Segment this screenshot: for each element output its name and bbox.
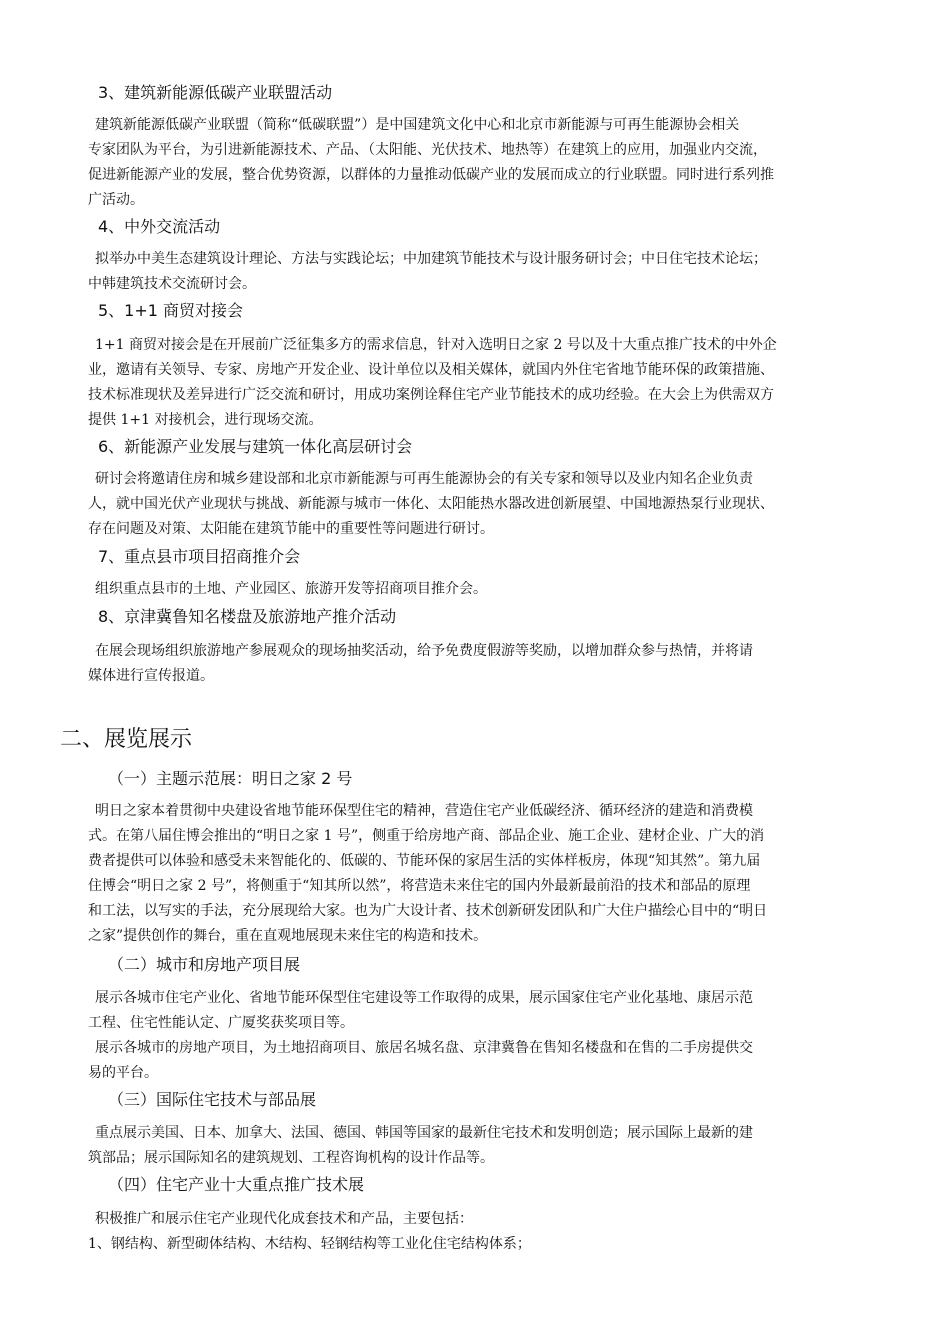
subsection-heading-3: （三）国际住宅技术与部品展 bbox=[108, 1090, 317, 1109]
text-line: 媒体进行宣传报道。 bbox=[88, 668, 214, 684]
section-heading-8: 8、京津冀鲁知名楼盘及旅游地产推介活动 bbox=[98, 607, 397, 626]
subsection-heading-1: （一）主题示范展：明日之家 2 号 bbox=[108, 769, 353, 788]
text-line: 费者提供可以体验和感受未来智能化的、低碳的、节能环保的家居生活的实体样板房，体现“知其然”。第九届 bbox=[88, 853, 761, 869]
section-body-4 bbox=[88, 247, 894, 297]
text-line: 提供 1+1 对接机会，进行现场交流。 bbox=[88, 412, 323, 428]
section-heading-5: 5、1+1 商贸对接会 bbox=[98, 301, 244, 320]
text-line: 筑部品；展示国际知名的建筑规划、工程咨询机构的设计作品等。 bbox=[88, 1150, 494, 1166]
text-line: 明日之家本着贯彻中央建设省地节能环保型住宅的精神，营造住宅产业低碳经济、循环经济的建造和消费模 bbox=[95, 803, 753, 819]
text-line: 人，就中国光伏产业现状与挑战、新能源与城市一体化、太阳能热水器改进创新展望、中国地源热泵行业现状、 bbox=[88, 496, 774, 512]
text-line: 在展会现场组织旅游地产参展观众的现场抽奖活动，给予免费度假游等奖励，以增加群众参与热情，并将请 bbox=[95, 643, 753, 659]
text-line: 1、钢结构、新型砌体结构、木结构、轻钢结构等工业化住宅结构体系； bbox=[88, 1236, 531, 1252]
text-line: 住博会“明日之家 2 号”，将侧重于“知其所以然”，将营造未来住宅的国内外最新最前沿的技术和部品的原理 bbox=[88, 878, 751, 894]
text-line: 重点展示美国、日本、加拿大、法国、德国、韩国等国家的最新住宅技术和发明创造；展示国际上最新的建 bbox=[95, 1125, 753, 1141]
section-body-3 bbox=[88, 113, 894, 213]
text-line: 和工法，以写实的手法，充分展现给大家。也为广大设计者、技术创新研发团队和广大住户描绘心目中的“明日 bbox=[88, 903, 768, 919]
section-heading-3: 3、建筑新能源低碳产业联盟活动 bbox=[98, 83, 333, 102]
text-line: 拟举办中美生态建筑设计理论、方法与实践论坛；中加建筑节能技术与设计服务研讨会；中日住宅技术论坛； bbox=[95, 251, 767, 267]
text-line: 1+1 商贸对接会是在开展前广泛征集多方的需求信息，针对入选明日之家 2 号以及十大重点推广技术的中外企 bbox=[95, 337, 777, 353]
text-line: 专家团队为平台，为引进新能源技术、产品、（太阳能、光伏技术、地热等）在建筑上的应用，加强业内交流， bbox=[88, 142, 767, 158]
chapter-title: 二、展览展示 bbox=[60, 727, 193, 752]
subsection-heading-2: （二）城市和房地产项目展 bbox=[108, 955, 301, 974]
subsection-body-3 bbox=[88, 1121, 894, 1171]
section-body-5 bbox=[88, 333, 894, 433]
section-body-6 bbox=[88, 467, 894, 542]
section-body-8 bbox=[88, 639, 894, 689]
text-line: 存在问题及对策、太阳能在建筑节能中的重要性等问题进行研讨。 bbox=[88, 521, 494, 537]
text-line: 展示各城市的房地产项目，为土地招商项目、旅居名城名盘、京津冀鲁在售知名楼盘和在售的二手房提供交 bbox=[95, 1040, 753, 1056]
text-line: 易的平台。 bbox=[88, 1065, 158, 1081]
text-line: 展示各城市住宅产业化、省地节能环保型住宅建设等工作取得的成果，展示国家住宅产业化基地、康居示范 bbox=[95, 990, 753, 1006]
subsection-body-2 bbox=[88, 986, 894, 1086]
text-line: 技术标准现状及差异进行广泛交流和研讨，用成功案例诠释住宅产业节能技术的成功经验。在大会上为供需双方 bbox=[88, 387, 774, 403]
section-heading-6: 6、新能源产业发展与建筑一体化高层研讨会 bbox=[98, 437, 413, 456]
text-line: 研讨会将邀请住房和城乡建设部和北京市新能源与可再生能源协会的有关专家和领导以及业内知名企业负责 bbox=[95, 471, 753, 487]
text-line: 中韩建筑技术交流研讨会。 bbox=[88, 276, 256, 292]
subsection-body-4 bbox=[88, 1207, 894, 1257]
subsection-heading-4: （四）住宅产业十大重点推广技术展 bbox=[108, 1175, 365, 1194]
text-line: 积极推广和展示住宅产业现代化成套技术和产品，主要包括： bbox=[95, 1211, 473, 1227]
text-line: 组织重点县市的土地、产业园区、旅游开发等招商项目推介会。 bbox=[95, 581, 487, 597]
text-line: 式。在第八届住博会推出的“明日之家 1 号”，侧重于给房地产商、部品企业、施工企业、建材企业、广大的消 bbox=[88, 828, 765, 844]
subsection-body-1 bbox=[88, 799, 894, 949]
text-line: 之家”提供创作的舞台，重在直观地展现未来住宅的构造和技术。 bbox=[88, 928, 488, 944]
text-line: 广活动。 bbox=[88, 192, 144, 208]
text-line: 工程、住宅性能认定、广厦奖获奖项目等。 bbox=[88, 1015, 354, 1031]
text-line: 建筑新能源低碳产业联盟（简称“低碳联盟”）是中国建筑文化中心和北京市新能源与可再生能源协会相关 bbox=[95, 117, 740, 133]
section-body-7 bbox=[88, 577, 894, 602]
section-heading-7: 7、重点县市项目招商推介会 bbox=[98, 547, 301, 566]
text-line: 促进新能源产业的发展，整合优势资源，以群体的力量推动低碳产业的发展而成立的行业联盟。同时进行系列推 bbox=[88, 167, 774, 183]
section-heading-4: 4、中外交流活动 bbox=[98, 217, 221, 236]
text-line: 业，邀请有关领导、专家、房地产开发企业、设计单位以及相关媒体，就国内外住宅省地节能环保的政策措施、 bbox=[88, 362, 774, 378]
